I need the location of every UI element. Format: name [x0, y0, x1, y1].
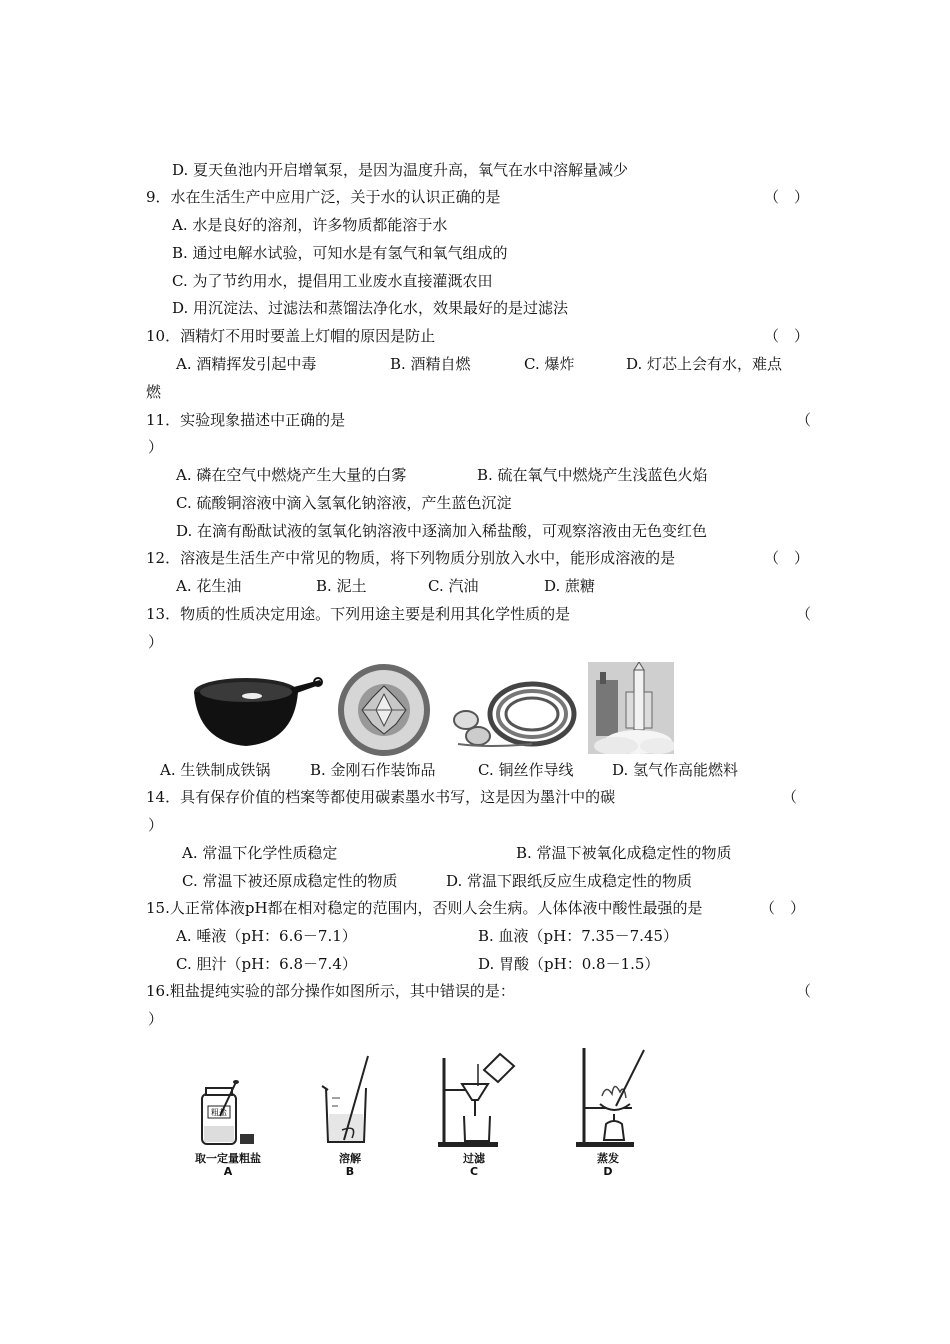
q10-option-d-wrap: 燃	[146, 383, 162, 401]
q12-option-a: A. 花生油	[176, 577, 242, 595]
q16-caption-d: 蒸发	[597, 1152, 619, 1165]
q13-bracket-close: ）	[148, 633, 164, 651]
q9-stem: 9．水在生活生产中应用广泛，关于水的认识正确的是	[146, 188, 501, 206]
q9-option-b: B. 通过电解水试验，可知水是有氢气和氧气组成的	[172, 244, 508, 262]
q11-option-b: B. 硫在氧气中燃烧产生浅蓝色火焰	[477, 466, 708, 484]
q14-option-d: D. 常温下跟纸反应生成稳定性的物质	[446, 872, 693, 890]
q10-option-a: A. 酒精挥发引起中毒	[176, 355, 317, 373]
q11-bracket-open: （	[796, 411, 812, 429]
copper-wire-image	[448, 674, 578, 754]
q12-option-b: B. 泥土	[316, 577, 367, 595]
q10-option-b: B. 酒精自燃	[390, 355, 471, 373]
q14-bracket-open: （	[782, 788, 798, 806]
q13-option-d: D. 氢气作高能燃料	[612, 761, 739, 779]
q13-stem: 13．物质的性质决定用途。下列用途主要是利用其化学性质的是	[146, 605, 571, 623]
q12-option-c: C. 汽油	[428, 577, 479, 595]
diamond-jewelry-image	[334, 662, 434, 758]
q16-letter-c: C	[469, 1165, 479, 1178]
q15-answer-bracket: （ ）	[760, 899, 806, 917]
q12-stem: 12．溶液是生活生产中常见的物质，将下列物质分别放入水中，能形成溶液的是	[146, 549, 676, 567]
evaporation-apparatus	[574, 1044, 650, 1148]
q9-option-a: A. 水是良好的溶剂，许多物质都能溶于水	[172, 216, 448, 234]
q15-option-d: D. 胃酸（pH：0.8－1.5）	[478, 955, 660, 973]
q8-option-d: D. 夏天鱼池内开启增氧泵，是因为温度升高，氧气在水中溶解量减少	[172, 161, 629, 179]
q16-caption-b: 溶解	[339, 1152, 361, 1165]
q16-bracket-open: （	[796, 982, 812, 1000]
q13-option-b: B. 金刚石作装饰品	[310, 761, 436, 779]
q9-option-c: C. 为了节约用水，提倡用工业废水直接灌溉农田	[172, 272, 493, 290]
q13-option-a: A. 生铁制成铁锅	[160, 761, 271, 779]
q13-option-c: C. 铜丝作导线	[478, 761, 574, 779]
q16-letter-a: A	[223, 1165, 233, 1178]
dissolving-beaker-apparatus	[318, 1054, 374, 1146]
filtration-apparatus	[434, 1052, 518, 1148]
q11-option-a: A. 磷在空气中燃烧产生大量的白雾	[176, 466, 407, 484]
salt-jar-apparatus	[192, 1080, 262, 1148]
q15-option-b: B. 血液（pH：7.35－7.45）	[478, 927, 679, 945]
iron-wok-image	[190, 662, 326, 754]
q11-option-d: D. 在滴有酚酞试液的氢氧化钠溶液中逐滴加入稀盐酸，可观察溶液由无色变红色	[176, 522, 708, 540]
q9-option-d: D. 用沉淀法、过滤法和蒸馏法净化水，效果最好的是过滤法	[172, 299, 569, 317]
salt-jar-label: 粗盐	[211, 1108, 227, 1117]
q10-option-c: C. 爆炸	[524, 355, 575, 373]
q11-stem: 11．实验现象描述中正确的是	[146, 411, 346, 429]
q10-stem: 10．酒精灯不用时要盖上灯帽的原因是防止	[146, 327, 436, 345]
q15-option-a: A. 唾液（pH：6.6－7.1）	[176, 927, 357, 945]
rocket-launch-image	[588, 662, 674, 754]
q14-bracket-close: ）	[148, 816, 164, 834]
q16-letter-d: D	[603, 1165, 613, 1178]
q12-option-d: D. 蔗糖	[544, 577, 596, 595]
q11-bracket-close: ）	[148, 438, 164, 456]
q14-option-b: B. 常温下被氧化成稳定性的物质	[516, 844, 732, 862]
q13-bracket-open: （	[796, 605, 812, 623]
q15-stem: 15.人正常体液pH都在相对稳定的范围内，否则人会生病。人体体液中酸性最强的是	[146, 899, 703, 917]
q11-option-c: C. 硫酸铜溶液中滴入氢氧化钠溶液，产生蓝色沉淀	[176, 494, 512, 512]
q16-caption-a: 取一定量粗盐	[195, 1152, 261, 1165]
q10-option-d: D. 灯芯上会有水，难点	[626, 355, 783, 373]
q16-stem: 16.粗盐提纯实验的部分操作如图所示，其中错误的是：	[146, 982, 515, 1000]
q16-bracket-close: ）	[148, 1010, 164, 1028]
q15-option-c: C. 胆汁（pH：6.8－7.4）	[176, 955, 357, 973]
q14-option-a: A. 常温下化学性质稳定	[182, 844, 338, 862]
q14-option-c: C. 常温下被还原成稳定性的物质	[182, 872, 398, 890]
q16-caption-c: 过滤	[463, 1152, 485, 1165]
q10-answer-bracket: （ ）	[764, 327, 810, 345]
q12-answer-bracket: （ ）	[764, 549, 810, 567]
q14-stem: 14．具有保存价值的档案等都使用碳素墨水书写，这是因为墨汁中的碳	[146, 788, 616, 806]
q9-answer-bracket: （ ）	[764, 188, 810, 206]
q16-letter-b: B	[345, 1165, 355, 1178]
